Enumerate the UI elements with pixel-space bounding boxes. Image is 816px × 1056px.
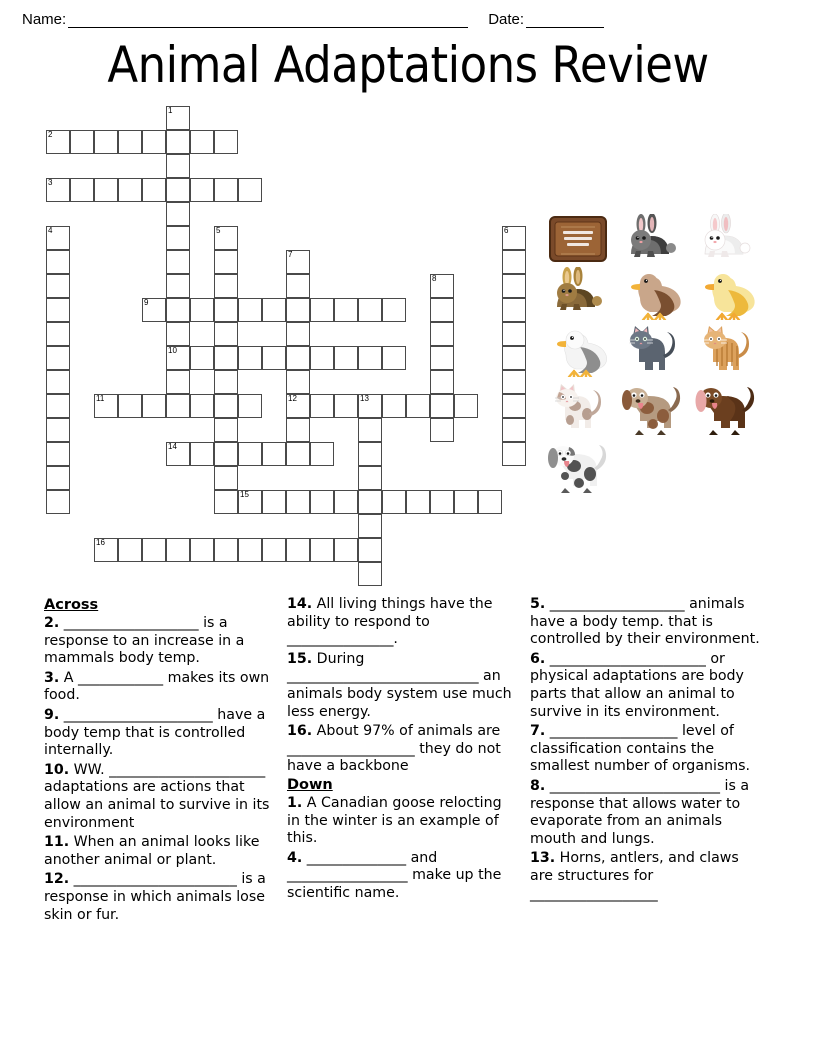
crossword-cell[interactable]: [334, 538, 358, 562]
clues-column-3: [530, 596, 778, 996]
crossword-cell[interactable]: [310, 490, 334, 514]
crossword-cell[interactable]: [214, 466, 238, 490]
clue-number: 9.: [44, 706, 60, 723]
crossword-cell[interactable]: [142, 394, 166, 418]
crossword-cell-number: 1: [168, 106, 173, 115]
clue-number: 6.: [530, 650, 546, 667]
crossword-cell[interactable]: [358, 418, 382, 442]
clue-text: Horns, antlers, and claws are structures for __________________: [530, 850, 739, 902]
gray-rabbit-icon: [615, 214, 689, 264]
crossword-cell[interactable]: [190, 442, 214, 466]
crossword-cell[interactable]: [118, 394, 142, 418]
animal-image-panel: [541, 214, 763, 480]
clue-number: 10.: [44, 761, 70, 778]
crossword-cell[interactable]: [334, 490, 358, 514]
crossword-cell[interactable]: [190, 346, 214, 370]
crossword-cell[interactable]: [166, 394, 190, 418]
crossword-cell[interactable]: [214, 322, 238, 346]
clues-section: [44, 596, 784, 996]
clue-text: ________________________ is a response that allows water to evaporate from an animals mouth and lungs.: [530, 777, 750, 847]
crossword-cell[interactable]: [214, 394, 238, 418]
crossword-cell[interactable]: [214, 418, 238, 442]
crossword-cell[interactable]: [166, 442, 190, 466]
crossword-cell[interactable]: [46, 442, 70, 466]
crossword-cell[interactable]: [310, 298, 334, 322]
clue-text: ___________________ animals have a body temp. that is controlled by their environment.: [530, 596, 760, 648]
clue-text: ___________________ is a response to an increase in a mammals body temp.: [44, 615, 245, 667]
orange-tabby-cat-icon: [689, 320, 763, 378]
crossword-cell[interactable]: [70, 178, 94, 202]
crossword-cell-number: 3: [48, 178, 53, 187]
crossword-cell-number: 16: [96, 538, 105, 547]
crossword-cell-number: 6: [504, 226, 509, 235]
crossword-cell[interactable]: [214, 250, 238, 274]
white-rabbit-icon: [689, 214, 763, 264]
crossword-cell[interactable]: [334, 346, 358, 370]
clue-number: 16.: [287, 723, 313, 740]
crossword-cell-number: 13: [360, 394, 369, 403]
name-date-row: [0, 0, 816, 28]
crossword-cell[interactable]: [238, 442, 262, 466]
crossword-cell[interactable]: [286, 346, 310, 370]
brown-spotted-dog-icon: [615, 378, 689, 436]
clue-text: During ___________________________ an animals body system use much less energy.: [287, 650, 512, 720]
page-title: Animal Adaptations Review: [107, 36, 709, 94]
clue-down-4: [287, 850, 518, 903]
crossword-cell[interactable]: [238, 490, 262, 514]
clue-across-15: [287, 651, 518, 721]
clue-number: 12.: [44, 871, 70, 888]
crossword-cell[interactable]: [46, 178, 70, 202]
crossword-cell[interactable]: [502, 250, 526, 274]
crossword-cell[interactable]: [286, 370, 310, 394]
crossword-cell[interactable]: [166, 538, 190, 562]
clue-number: 7.: [530, 723, 546, 740]
crossword-cell[interactable]: [166, 298, 190, 322]
crossword-cell[interactable]: [118, 178, 142, 202]
date-label: Date:: [488, 11, 525, 28]
crossword-cell[interactable]: [118, 130, 142, 154]
crossword-cell[interactable]: [238, 298, 262, 322]
clue-number: 5.: [530, 596, 546, 612]
crossword-cell[interactable]: [46, 466, 70, 490]
crossword-cell[interactable]: [454, 394, 478, 418]
crossword-cell-number: 2: [48, 130, 53, 139]
crossword-cell[interactable]: [214, 346, 238, 370]
crossword-cell[interactable]: [190, 178, 214, 202]
crossword-cell[interactable]: [142, 178, 166, 202]
crossword-cell[interactable]: [502, 370, 526, 394]
clue-down-1: [287, 795, 518, 848]
crossword-cell[interactable]: [118, 538, 142, 562]
crossword-cell[interactable]: [310, 538, 334, 562]
crossword-cell[interactable]: [262, 442, 286, 466]
crossword-cell[interactable]: [454, 490, 478, 514]
clue-text: _______________________ is a response in which animals lose skin or fur.: [44, 871, 266, 923]
crossword-cell[interactable]: [46, 394, 70, 418]
crossword-cell[interactable]: [214, 298, 238, 322]
crossword-cell[interactable]: [166, 370, 190, 394]
clue-text: WW. ______________________ adaptations are actions that allow an animal to survive in its environment: [44, 761, 270, 831]
crossword-cell[interactable]: [166, 226, 190, 250]
crossword-cell[interactable]: [430, 322, 454, 346]
down-heading: Down: [287, 776, 333, 793]
crossword-cell[interactable]: [430, 370, 454, 394]
crossword-cell[interactable]: [166, 250, 190, 274]
crossword-cell[interactable]: [502, 346, 526, 370]
clue-across-12: [44, 871, 275, 924]
crossword-cell[interactable]: [310, 346, 334, 370]
crossword-cell[interactable]: [286, 274, 310, 298]
crossword-cell-number: 7: [288, 250, 293, 259]
crossword-cell[interactable]: [334, 394, 358, 418]
crossword-cell-number: 4: [48, 226, 53, 235]
clue-across-14: [287, 596, 518, 649]
crossword-cell[interactable]: [286, 394, 310, 418]
crossword-cell[interactable]: [214, 370, 238, 394]
crossword-cell[interactable]: [502, 442, 526, 466]
crossword-cell[interactable]: [94, 178, 118, 202]
name-label: Name:: [22, 11, 67, 28]
crossword-cell[interactable]: [502, 226, 526, 250]
crossword-cell[interactable]: [478, 490, 502, 514]
clue-text: A Canadian goose relocting in the winter is an example of this.: [287, 794, 502, 847]
crossword-cell[interactable]: [238, 178, 262, 202]
clue-number: 14.: [287, 596, 313, 612]
crossword-cell[interactable]: [310, 442, 334, 466]
clue-text: __________________ level of classification contains the smallest number of organisms.: [530, 723, 751, 775]
wooden-sign-icon: [541, 214, 615, 264]
crossword-cell[interactable]: [214, 178, 238, 202]
crossword-cell[interactable]: [214, 490, 238, 514]
crossword-cell[interactable]: [166, 178, 190, 202]
crossword-cell-number: 12: [288, 394, 297, 403]
crossword-cell[interactable]: [214, 226, 238, 250]
crossword-cell[interactable]: [214, 442, 238, 466]
crossword-cell[interactable]: [262, 298, 286, 322]
crossword-cell[interactable]: [190, 130, 214, 154]
crossword-cell[interactable]: [382, 346, 406, 370]
crossword-cell[interactable]: [382, 298, 406, 322]
clue-text: ______________________ or physical adaptations are body parts that allow an animal to survive in its environment.: [530, 650, 744, 720]
crossword-cell-number: 15: [240, 490, 249, 499]
crossword-cell[interactable]: [46, 130, 70, 154]
crossword-cell[interactable]: [46, 418, 70, 442]
crossword-cell[interactable]: [286, 538, 310, 562]
crossword-cell[interactable]: [286, 418, 310, 442]
crossword-cell[interactable]: [358, 394, 382, 418]
crossword-cell[interactable]: [502, 394, 526, 418]
crossword-cell[interactable]: [358, 442, 382, 466]
crossword-cell[interactable]: [358, 466, 382, 490]
clue-down-13: [530, 850, 766, 903]
crossword-cell[interactable]: [166, 274, 190, 298]
crossword-cell[interactable]: [46, 322, 70, 346]
crossword-cell[interactable]: [430, 490, 454, 514]
crossword-cell[interactable]: [430, 298, 454, 322]
crossword-cell-number: 9: [144, 298, 149, 307]
crossword-cell[interactable]: [94, 394, 118, 418]
crossword-cell[interactable]: [46, 274, 70, 298]
crossword-cell[interactable]: [382, 490, 406, 514]
crossword-cell[interactable]: [310, 394, 334, 418]
clue-number: 11.: [44, 834, 70, 851]
crossword-cell[interactable]: [214, 274, 238, 298]
crossword-cell[interactable]: [214, 130, 238, 154]
crossword-cell[interactable]: [358, 538, 382, 562]
crossword-cell[interactable]: [166, 106, 190, 130]
clue-down-8: [530, 778, 766, 848]
crossword-cell[interactable]: [142, 130, 166, 154]
crossword-cell[interactable]: [166, 130, 190, 154]
crossword-cell[interactable]: [190, 298, 214, 322]
crossword-cell[interactable]: [406, 394, 430, 418]
clue-text: All living things have the ability to respond to _______________.: [287, 596, 493, 648]
brown-duck-icon: [615, 264, 689, 320]
crossword-cell[interactable]: [502, 418, 526, 442]
crossword-cell[interactable]: [358, 562, 382, 586]
name-input-line[interactable]: [68, 13, 468, 28]
crossword-cell[interactable]: [238, 346, 262, 370]
crossword-cell[interactable]: [262, 346, 286, 370]
clues-column-1: [44, 596, 287, 996]
crossword-cell-number: 8: [432, 274, 437, 283]
brown-dog-icon: [689, 378, 763, 436]
date-input-line[interactable]: [526, 13, 604, 28]
clue-text: _____________________ have a body temp that is controlled internally.: [44, 706, 266, 759]
crossword-cell[interactable]: [262, 490, 286, 514]
crossword-cell[interactable]: [94, 538, 118, 562]
clue-number: 2.: [44, 615, 60, 631]
crossword-cell[interactable]: [358, 490, 382, 514]
clue-text: A ____________ makes its own food.: [44, 669, 270, 704]
clue-across-16: [287, 723, 518, 776]
clue-down-5: [530, 596, 766, 649]
crossword-cell[interactable]: [166, 154, 190, 178]
crossword-cell-number: 11: [96, 394, 105, 403]
clue-text: About 97% of animals are __________________ they do not have a backbone: [287, 723, 501, 775]
crossword-cell[interactable]: [286, 298, 310, 322]
crossword-cell-number: 14: [168, 442, 177, 451]
crossword-cell[interactable]: [166, 322, 190, 346]
crossword-cell[interactable]: [190, 394, 214, 418]
crossword-cell-number: 10: [168, 346, 177, 355]
crossword-cell[interactable]: [166, 202, 190, 226]
crossword-cell[interactable]: [46, 298, 70, 322]
crossword-cell[interactable]: [142, 538, 166, 562]
clue-text: ______________ and _________________ make up the scientific name.: [287, 849, 502, 901]
crossword-cell[interactable]: [358, 298, 382, 322]
crossword-cell[interactable]: [286, 322, 310, 346]
crossword-cell[interactable]: [358, 514, 382, 538]
calico-cat-icon: [541, 378, 615, 436]
crossword-cell[interactable]: [334, 298, 358, 322]
crossword-cell[interactable]: [286, 250, 310, 274]
crossword-cell[interactable]: [238, 394, 262, 418]
clue-across-11: [44, 834, 275, 869]
crossword-cell-number: 5: [216, 226, 221, 235]
crossword-cell[interactable]: [70, 130, 94, 154]
crossword-cell[interactable]: [46, 346, 70, 370]
brown-rabbit-icon: [541, 264, 615, 320]
crossword-cell[interactable]: [502, 274, 526, 298]
clue-across-2: [44, 615, 275, 668]
crossword-cell[interactable]: [46, 250, 70, 274]
crossword-cell[interactable]: [286, 442, 310, 466]
clue-number: 8.: [530, 777, 546, 794]
crossword-cell[interactable]: [430, 274, 454, 298]
crossword-cell[interactable]: [502, 298, 526, 322]
clue-down-6: [530, 651, 766, 721]
clue-down-7: [530, 723, 766, 776]
crossword-cell[interactable]: [94, 130, 118, 154]
clues-column-2: [287, 596, 530, 996]
crossword-cell[interactable]: [430, 418, 454, 442]
crossword-cell[interactable]: [46, 490, 70, 514]
crossword-cell[interactable]: [430, 346, 454, 370]
crossword-cell[interactable]: [46, 370, 70, 394]
clue-number: 15.: [287, 650, 313, 667]
crossword-cell[interactable]: [46, 226, 70, 250]
crossword-cell[interactable]: [214, 538, 238, 562]
crossword-cell[interactable]: [358, 346, 382, 370]
crossword-cell[interactable]: [190, 538, 214, 562]
clue-number: 13.: [530, 850, 556, 867]
clue-number: 1.: [287, 794, 303, 811]
clue-number: 3.: [44, 669, 60, 686]
crossword-cell[interactable]: [238, 538, 262, 562]
crossword-cell[interactable]: [262, 538, 286, 562]
yellow-duck-icon: [689, 264, 763, 320]
clue-across-9: [44, 707, 275, 760]
crossword-cell[interactable]: [502, 322, 526, 346]
crossword-cell[interactable]: [406, 490, 430, 514]
crossword-cell[interactable]: [430, 394, 454, 418]
white-duck-icon: [541, 320, 615, 378]
crossword-cell[interactable]: [382, 394, 406, 418]
black-spotted-dog-icon: [541, 436, 615, 494]
clue-number: 4.: [287, 849, 303, 866]
clue-text: When an animal looks like another animal or plant.: [44, 834, 260, 868]
clue-across-10: [44, 762, 275, 832]
gray-cat-icon: [615, 320, 689, 378]
clue-across-3: [44, 670, 275, 705]
crossword-cell[interactable]: [166, 346, 190, 370]
across-heading: Across: [44, 597, 99, 613]
crossword-cell[interactable]: [142, 298, 166, 322]
crossword-cell[interactable]: [286, 490, 310, 514]
